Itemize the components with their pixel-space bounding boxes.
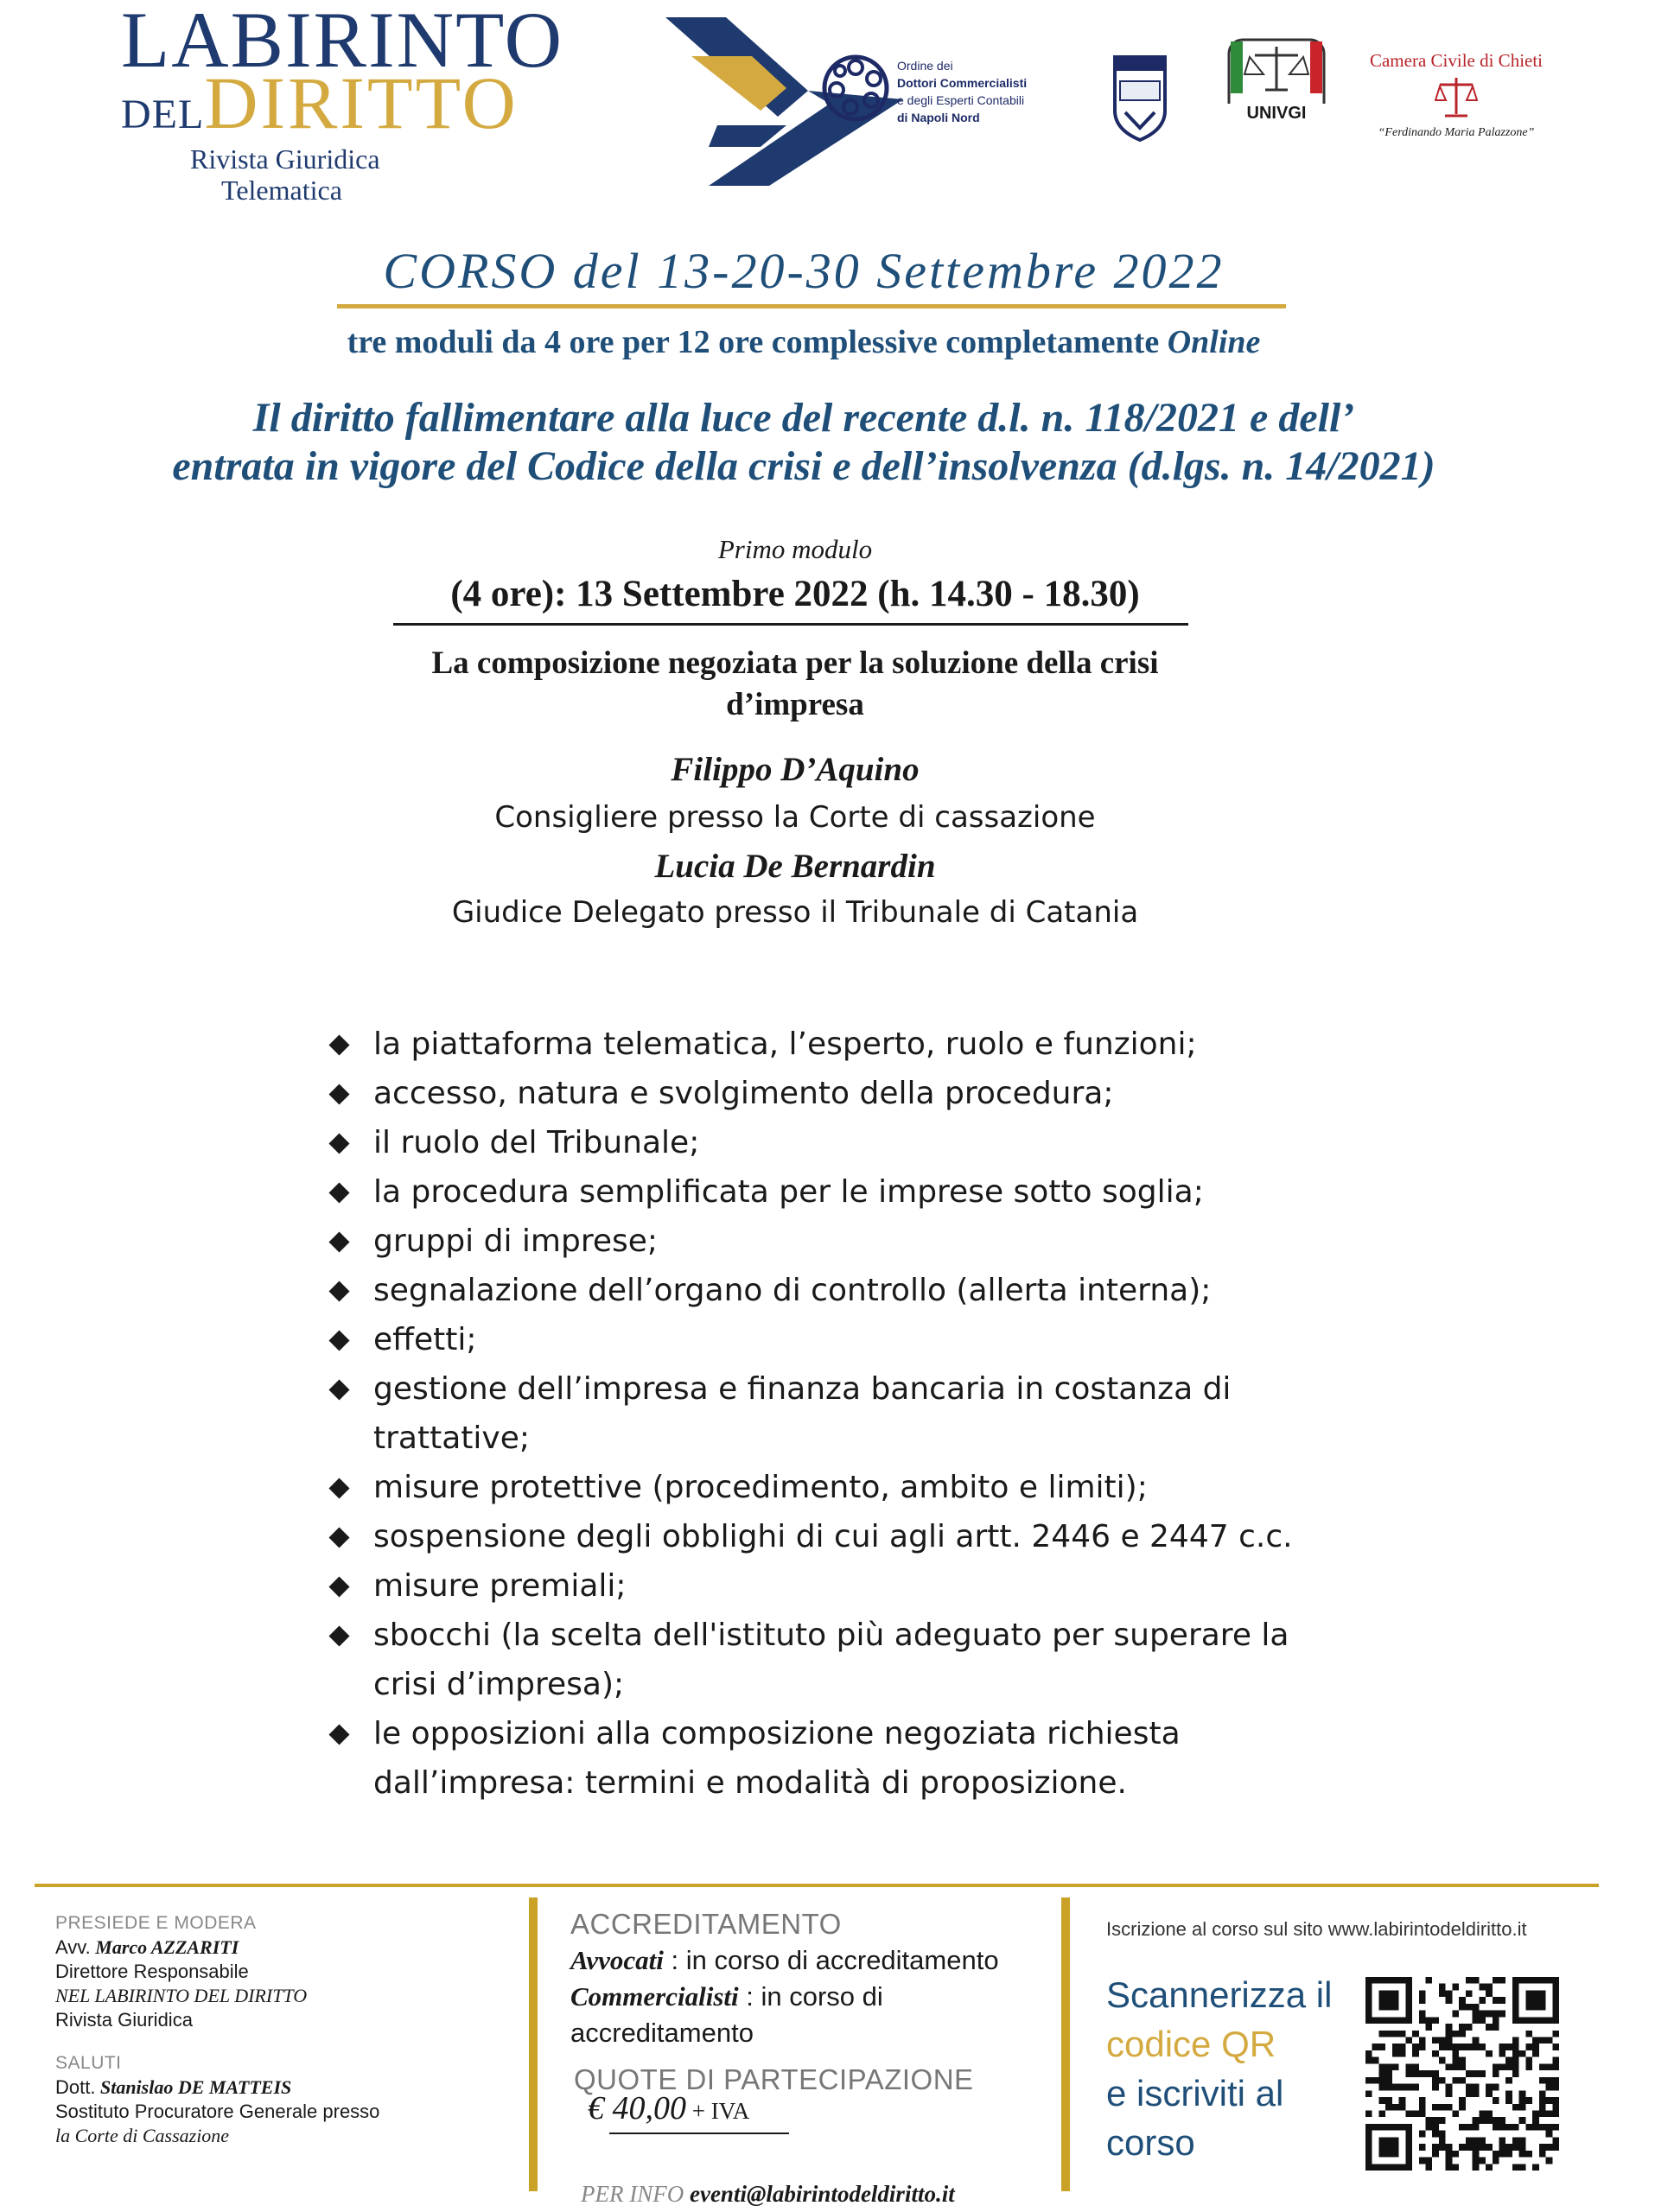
topic-item <box>328 1069 1365 1118</box>
diamond-bullet-icon <box>328 1724 349 1745</box>
diamond-bullet-icon <box>328 1133 349 1154</box>
registration-site-link[interactable]: Iscrizione al corso sul sito www.labirintodeldiritto.it <box>1106 1918 1527 1940</box>
presiede-person <box>55 1936 505 1960</box>
topic-item <box>328 1561 1365 1611</box>
course-subject <box>0 394 1607 491</box>
odc-text <box>897 57 1027 126</box>
topic-line: La composizione negoziata per la soluzione della crisi <box>431 645 1159 681</box>
topic-item-text: effetti; <box>373 1322 477 1357</box>
topic-item-text: gestione dell’impresa e finanza bancaria in costanza di <box>373 1371 1232 1407</box>
univgi-label: UNIVGI <box>1246 104 1307 123</box>
topic-item-text: misure protettive (procedimento, ambito e limiti); <box>373 1470 1148 1505</box>
module-date-underline <box>393 623 1188 626</box>
footer-accreditation <box>570 1906 1054 2098</box>
odc-line: Ordine dei <box>897 59 953 73</box>
topic-item-text: accesso, natura e svolgimento della procedura; <box>373 1076 1114 1111</box>
commercialisti-row <box>570 1979 1054 2015</box>
masthead-subtitle: Rivista Giuridica <box>190 143 380 175</box>
topic-item-text: gruppi di imprese; <box>373 1224 659 1259</box>
topic-item-text: sbocchi (la scelta dell'istituto più adeguato per superare la <box>373 1618 1289 1653</box>
scales-of-justice-icon <box>1225 36 1327 104</box>
price-underline <box>609 2133 789 2134</box>
price-iva: + IVA <box>686 2098 750 2124</box>
qr-line: e iscriviti al <box>1106 2073 1284 2113</box>
topic-item <box>328 1364 1365 1463</box>
saluti-label: SALUTI <box>55 2053 122 2073</box>
masthead-subtitle-2: Telematica <box>221 175 342 206</box>
modules-online: Online <box>1167 324 1261 360</box>
diamond-bullet-icon <box>328 1625 349 1646</box>
diamond-bullet-icon <box>328 1231 349 1252</box>
qr-code-icon[interactable] <box>1365 1977 1559 2171</box>
masthead-logo <box>121 0 795 206</box>
diamond-bullet-icon <box>328 1084 349 1104</box>
topics-list <box>328 1020 1365 1808</box>
info-email-link[interactable]: eventi@labirintodeldiritto.it <box>689 2181 955 2207</box>
speaker-role: Consigliere presso la Corte di cassazione <box>494 800 1096 835</box>
topic-item <box>328 1217 1365 1266</box>
accreditamento-label: ACCREDITAMENTO <box>570 1908 842 1940</box>
saluti-role: Sostituto Procuratore Generale presso <box>55 2101 380 2122</box>
topic-item-text: crisi d’impresa); <box>373 1667 625 1702</box>
topic-item <box>328 1463 1365 1512</box>
commercialisti-status: : in corso di <box>738 1981 883 2012</box>
diamond-bullet-icon <box>328 1576 349 1597</box>
qr-line: corso <box>1106 2122 1195 2163</box>
topic-item <box>328 1611 1365 1709</box>
speaker-name: Filippo D’Aquino <box>671 751 920 788</box>
masthead-diritto: DIRITTO <box>204 61 519 144</box>
topic-item-text: la procedura semplificata per le imprese sotto soglia; <box>373 1174 1204 1210</box>
presiede-role: NEL LABIRINTO DEL DIRITTO <box>55 1985 308 2006</box>
footer-organizers <box>55 1911 505 2148</box>
topic-item-text: dall’impresa: termini e modalità di proposizione. <box>373 1765 1127 1801</box>
module-label: Primo modulo <box>717 534 873 564</box>
odc-line: e degli Esperti Contabili <box>897 93 1025 107</box>
quote-label: QUOTE DI PARTECIPAZIONE <box>574 2063 974 2095</box>
topic-line: d’impresa <box>726 687 864 722</box>
price <box>588 2089 749 2127</box>
presiede-name: Marco AZZARITI <box>95 1936 239 1958</box>
topic-item-text: il ruolo del Tribunale; <box>373 1125 700 1160</box>
topic-item-text: segnalazione dell’organo di controllo (allerta interna); <box>373 1273 1212 1308</box>
camera-civile-title: Camera Civile di Chieti <box>1369 50 1544 71</box>
odc-line: di Napoli Nord <box>897 111 980 124</box>
camera-civile-subtitle: “Ferdinando Maria Palazzone” <box>1378 126 1535 139</box>
footer-column-bar <box>1061 1897 1070 2191</box>
odc-napoli-nord-logo <box>821 54 1054 140</box>
subject-line: Il diritto fallimentare alla luce del recente d.l. n. 118/2021 e dell’ <box>252 395 1355 441</box>
topic-item <box>328 1315 1365 1364</box>
topic-item-text: misure premiali; <box>373 1568 627 1604</box>
univgi-logo <box>1225 36 1327 142</box>
footer-column-bar <box>529 1897 538 2191</box>
presiede-role: Direttore Responsabile <box>55 1961 249 1982</box>
speaker-name: Lucia De Bernardin <box>654 848 936 885</box>
topic-item-text: sospensione degli obblighi di cui agli artt. 2446 e 2447 c.c. <box>373 1519 1293 1554</box>
diamond-bullet-icon <box>328 1281 349 1301</box>
camera-civile-chieti-logo <box>1348 50 1564 145</box>
info-label: PER INFO <box>581 2181 684 2207</box>
modules-text: tre moduli da 4 ore per 12 ore complessive completamente <box>347 324 1160 360</box>
topic-item <box>328 1512 1365 1561</box>
diamond-bullet-icon <box>328 1182 349 1203</box>
topic-item-text: le opposizioni alla composizione negoziata richiesta <box>373 1716 1181 1751</box>
masthead-del: DEL <box>121 92 205 137</box>
info-contact <box>581 2181 955 2208</box>
subject-line: entrata in vigore del Codice della crisi e dell’insolvenza (d.lgs. n. 14/2021) <box>172 443 1435 489</box>
collegium-advocatorum-shield-icon <box>1108 50 1172 143</box>
odc-line: Dottori Commercialisti <box>897 76 1028 90</box>
masthead-title-line2 <box>121 61 519 144</box>
saluti-name: Stanislao DE MATTEIS <box>99 2076 292 2098</box>
qr-line: codice QR <box>1106 2024 1276 2064</box>
topic-item <box>328 1118 1365 1167</box>
course-title-underline <box>337 304 1286 308</box>
avvocati-label: Avvocati <box>570 1945 664 1975</box>
red-scales-icon <box>1435 74 1478 121</box>
topic-item-text: trattative; <box>373 1421 530 1456</box>
odc-emblem-icon <box>821 54 890 123</box>
diamond-bullet-icon <box>328 1527 349 1548</box>
qr-line: Scannerizza il <box>1106 1974 1333 2015</box>
footer-registration <box>1106 1918 1590 2163</box>
avvocati-row <box>570 1942 1054 1979</box>
diamond-bullet-icon <box>328 1478 349 1498</box>
presiede-label: PRESIEDE E MODERA <box>55 1913 257 1933</box>
diamond-bullet-icon <box>328 1330 349 1351</box>
avvocati-status: : in corso di accreditamento <box>663 1945 999 1975</box>
topic-item <box>328 1020 1365 1069</box>
course-title: CORSO del 13-20-30 Settembre 2022 <box>383 243 1225 299</box>
presiede-prefix: Avv. <box>55 1936 91 1958</box>
module-topic <box>0 643 1590 726</box>
saluti-person <box>55 2075 505 2100</box>
commercialisti-label: Commercialisti <box>570 1981 739 2012</box>
module-date: (4 ore): 13 Settembre 2022 (h. 14.30 - 18.30) <box>450 574 1140 614</box>
course-modules-summary <box>0 323 1607 361</box>
price-amount: € 40,00 <box>588 2090 686 2126</box>
speaker-role: Giudice Delegato presso il Tribunale di Catania <box>451 895 1139 930</box>
footer-divider <box>35 1884 1599 1887</box>
topic-item <box>328 1266 1365 1315</box>
topic-item <box>328 1167 1365 1217</box>
commercialisti-status-cont: accreditamento <box>570 2018 754 2048</box>
topic-item-text: la piattaforma telematica, l’esperto, ruolo e funzioni; <box>373 1027 1197 1062</box>
presiede-role: Rivista Giuridica <box>55 2009 193 2031</box>
saluti-role: la Corte di Cassazione <box>55 2125 230 2146</box>
masthead-title: LABIRINTO <box>121 0 564 84</box>
saluti-prefix: Dott. <box>55 2076 96 2098</box>
diamond-bullet-icon <box>328 1379 349 1400</box>
diamond-bullet-icon <box>328 1034 349 1055</box>
qr-call-to-action <box>1106 1970 1332 2167</box>
topic-item <box>328 1709 1365 1808</box>
